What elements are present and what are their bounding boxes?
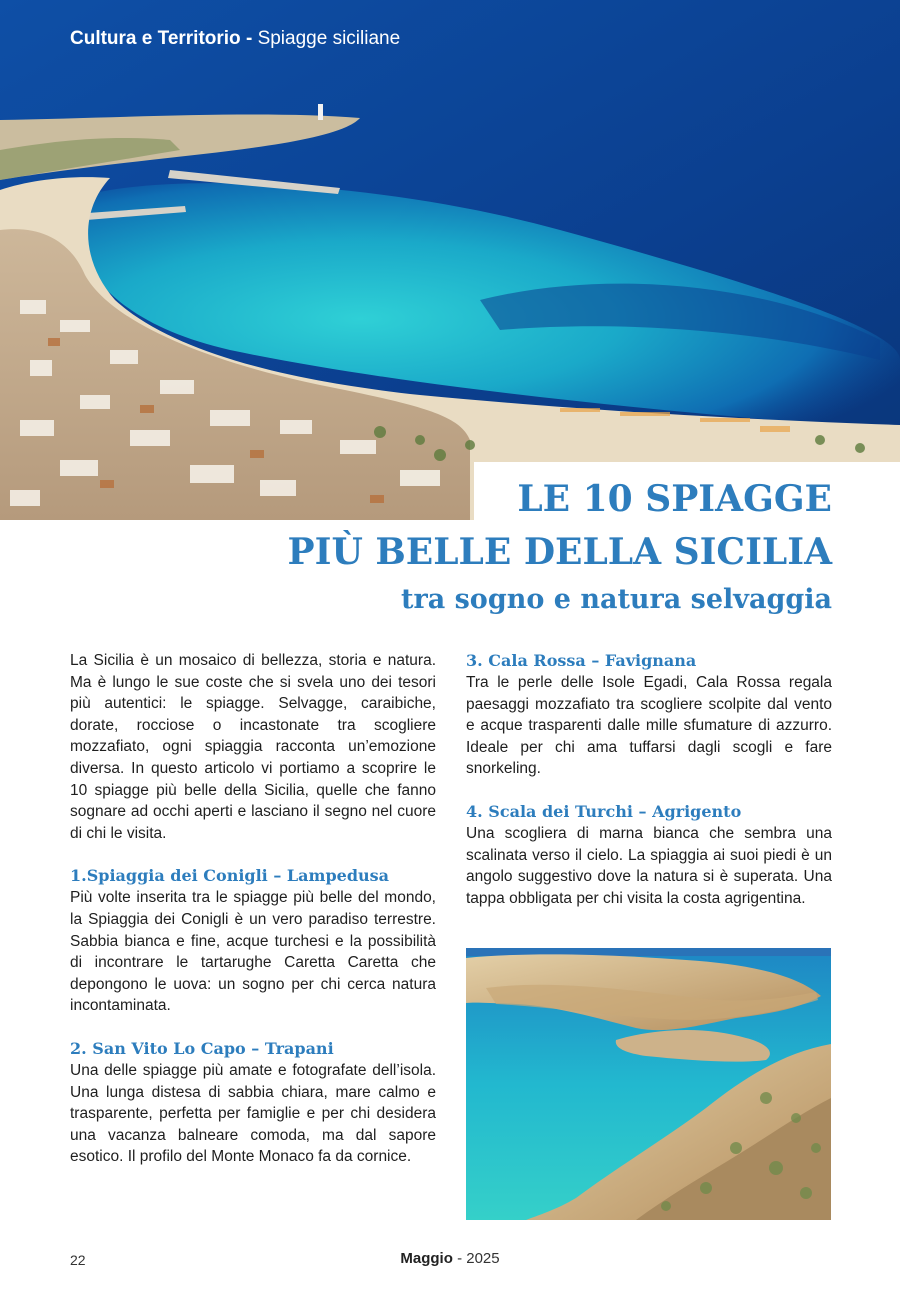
hero-photo-san-vito-lo-capo bbox=[0, 0, 900, 520]
article-title-line-1: LE 10 SPIAGGE bbox=[517, 478, 832, 520]
article-title-line-2: PIÙ BELLE DELLA SICILIA bbox=[287, 531, 832, 573]
section-text: Una scogliera di marna bianca che sembra una scalinata verso il cielo. La spiaggia ai suoi piedi è un angolo suggestivo dove la natura si è superata. Una tappa obbligata per chi visita la costa agrigentina. bbox=[466, 824, 832, 907]
section-text: Tra le perle delle Isole Egadi, Cala Rossa regala paesaggi mozzafiato tra scogliere scolpite dal vento e acque trasparenti dalle mille sfumature di azzurro. Ideale per chi ama tuffarsi dagli scogli e fare snorkeling. bbox=[466, 674, 832, 778]
issue-month: Maggio bbox=[400, 1250, 453, 1267]
photo-spiaggia-dei-conigli bbox=[466, 948, 831, 1220]
section-heading: 2. San Vito Lo Capo – Trapani bbox=[70, 1038, 334, 1058]
intro-paragraph: La Sicilia è un mosaico di bellezza, storia e natura. Ma è lungo le sue coste che si svela uno dei tesori più autentici: le spiagge. Selvagge, caraibiche, dorate, rocciose o incastonate tra scogliere mozzafiato, ogni spiaggia racconta un’emozione diversa. In questo articolo vi portiamo a scoprire le 10 spiagge più belle della Sicilia, quelle che fanno sognare ad occhi aperti e lasciano il segno nel cuore di chi le visita. bbox=[70, 652, 436, 842]
section-label: Cultura e Territorio - bbox=[70, 28, 253, 49]
issue-year: - 2025 bbox=[457, 1250, 500, 1267]
section-kicker bbox=[70, 28, 400, 50]
page-number: 22 bbox=[70, 1252, 86, 1268]
section-text: Una delle spiagge più amate e fotografate dell’isola. Una lunga distesa di sabbia chiara, mare calmo e trasparente, perfetta per famiglie e per chi desidera una vacanza balneare comoda, ma dal sapore esotico. Il profilo del Monte Monaco fa da cornice. bbox=[70, 1061, 436, 1166]
right-column bbox=[466, 650, 832, 909]
section-heading: 3. Cala Rossa – Favignana bbox=[466, 651, 697, 670]
left-column bbox=[70, 650, 436, 1168]
issue-date bbox=[0, 1250, 900, 1267]
section-text: Più volte inserita tra le spiagge più belle del mondo, la Spiaggia dei Conigli è un vero paradiso terrestre. Sabbia bianca e fine, acque turchesi e la possibilità di incontrare le tartarughe Caretta Caretta che depongono le uova: un sogno per chi cerca natura incontaminata. bbox=[70, 889, 436, 1015]
section-heading: 1.Spiaggia dei Conigli – Lampedusa bbox=[70, 866, 390, 886]
topic-label: Spiagge siciliane bbox=[257, 28, 401, 49]
section-heading: 4. Scala dei Turchi – Agrigento bbox=[466, 801, 742, 821]
article-subtitle: tra sogno e natura selvaggia bbox=[401, 584, 832, 615]
